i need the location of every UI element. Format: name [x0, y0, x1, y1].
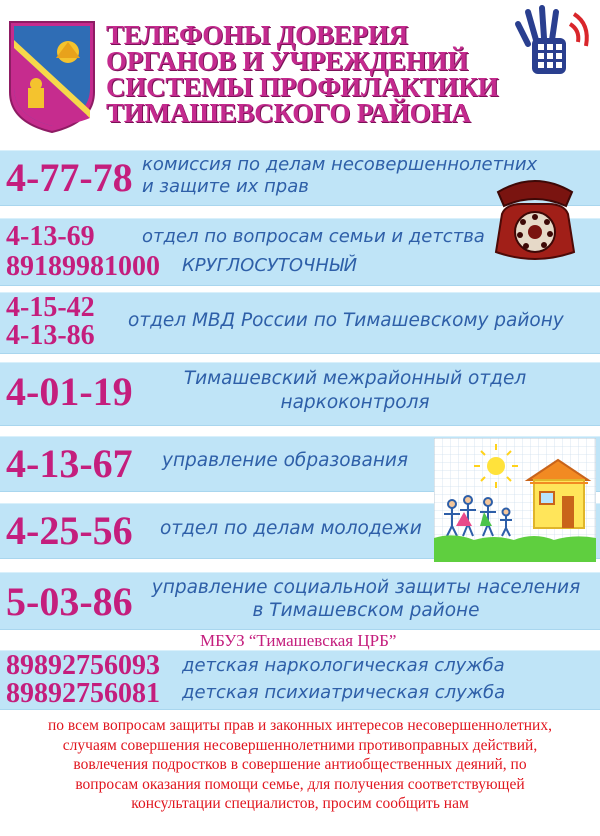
entry-text-line: отдел по делам молодежи [160, 518, 422, 539]
phone-number[interactable]: 4-25-56 [6, 508, 133, 553]
rotary-telephone-icon [492, 174, 578, 262]
entry-text-line: КРУГЛОСУТОЧНЫЙ [182, 255, 358, 276]
footer-line: консультации специалистов, просим сообщить нам [131, 795, 469, 813]
footer-note [8, 716, 592, 814]
phone-number[interactable]: 89189981000 [6, 251, 160, 282]
phone-number[interactable]: 4-01-19 [6, 369, 133, 414]
footer-line: вопросам оказания помощи семье, для получения соответствующей [75, 775, 525, 793]
entry-text-line: управление образования [162, 450, 409, 471]
entry-text-line: в Тимашевском районе [252, 600, 480, 621]
entry-text-line: детская наркологическая служба [182, 655, 505, 676]
phone-number[interactable]: 4-15-42 [6, 292, 95, 323]
entry-text-line: управление социальной защиты населения [151, 577, 581, 598]
entry-text-line: комиссия по делам несовершеннолетних [142, 154, 538, 175]
district-emblem-icon [6, 18, 98, 134]
phone-number[interactable]: 4-77-78 [6, 155, 133, 200]
phone-number[interactable]: 5-03-86 [6, 579, 133, 624]
phone-number[interactable]: 89892756081 [6, 678, 160, 709]
hospital-heading: МБУЗ “Тимашевская ЦРБ” [200, 631, 397, 650]
phone-number[interactable]: 4-13-69 [6, 221, 95, 252]
entry-text-line: наркоконтроля [280, 392, 430, 413]
hand-phone-logo-icon [510, 4, 594, 80]
footer-line: случаям совершения несовершеннолетними противоправных действий, [62, 736, 538, 754]
title-line-4: ТИМАШЕВСКОГО РАЙОНА [106, 98, 471, 128]
entry-text-line: детская психиатрическая служба [182, 682, 506, 703]
entry-text-line: отдел по вопросам семьи и детства [142, 226, 485, 247]
entry-text-line: Тимашевский межрайонный отдел [183, 368, 527, 389]
footer-line: вовлечения подростков в совершение антиобщественных деяний, по [73, 756, 527, 774]
title-line-2: ОРГАНОВ И УЧРЕЖДЕНИЙ [106, 46, 469, 76]
title-line-3: СИСТЕМЫ ПРОФИЛАКТИКИ [106, 72, 499, 102]
phone-number[interactable]: 4-13-67 [6, 441, 133, 486]
footer-line: по всем вопросам защиты прав и законных интересов несовершеннолетних, [48, 717, 552, 734]
title-line-1: ТЕЛЕФОНЫ ДОВЕРИЯ [106, 20, 408, 50]
phone-number[interactable]: 89892756093 [6, 650, 160, 681]
child-drawing-family-house-icon [434, 438, 596, 562]
entry-text-line: и защите их прав [142, 176, 309, 197]
entry-text-line: отдел МВД России по Тимашевскому району [128, 310, 564, 331]
phone-number[interactable]: 4-13-86 [6, 320, 95, 351]
